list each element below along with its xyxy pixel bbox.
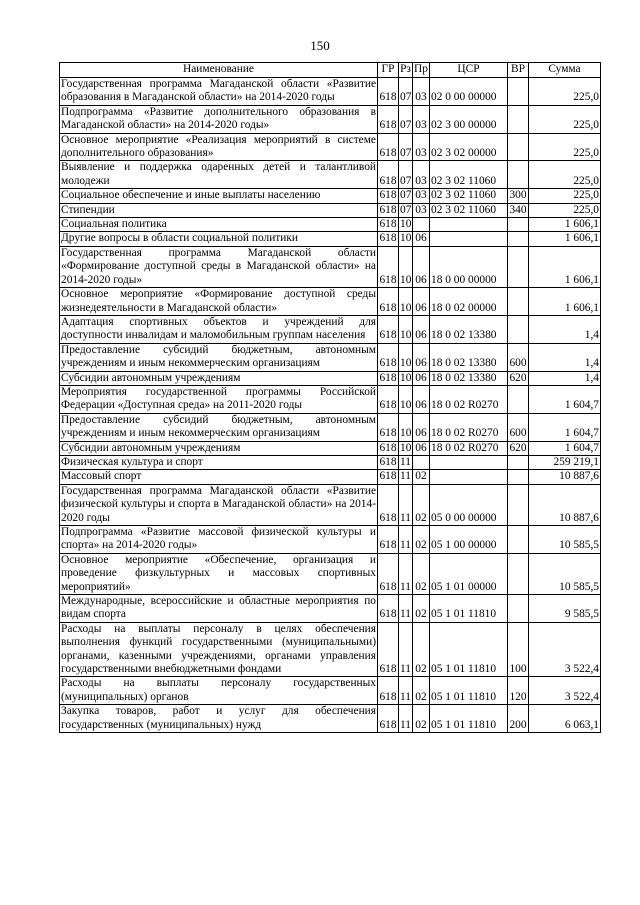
row-sum: 10 887,6 xyxy=(529,470,601,484)
row-rz: 10 xyxy=(400,218,412,231)
row-gr: 618 xyxy=(378,526,399,554)
table-row xyxy=(60,203,601,217)
row-vr: 600 xyxy=(508,413,529,441)
row-vr xyxy=(508,246,529,287)
row-gr: 618 xyxy=(378,595,399,623)
row-gr: 618 xyxy=(378,677,399,705)
row-gr: 618 xyxy=(379,232,397,245)
row-rz: 11 xyxy=(399,595,413,623)
row-pr: 02 xyxy=(413,553,430,594)
row-csr: 05 1 01 00000 xyxy=(430,553,508,594)
row-vr xyxy=(508,470,529,484)
table-row xyxy=(60,343,601,371)
row-name: Предоставление субсидий бюджетным, автономным учреждениям и иным некоммерческим организациям xyxy=(61,413,376,440)
row-csr: 02 0 00 00000 xyxy=(430,78,508,106)
row-pr: 06 xyxy=(413,343,430,371)
row-gr: 618 xyxy=(378,105,399,133)
row-sum: 9 585,5 xyxy=(529,595,601,623)
row-pr xyxy=(413,455,430,469)
table-row xyxy=(60,218,601,232)
row-gr: 618 xyxy=(378,622,399,677)
row-rz: 07 xyxy=(399,161,413,189)
row-name: Подпрограмма «Развитие дополнительного образования в Магаданской области» на 2014-2020 годы» xyxy=(61,105,376,132)
row-sum: 1 604,7 xyxy=(529,385,601,413)
row-pr: 06 xyxy=(413,441,430,455)
row-name: Подпрограмма «Развитие массовой физической культуры и спорта» на 2014-2020 годы» xyxy=(61,526,376,552)
row-sum: 10 887,6 xyxy=(529,484,601,525)
table-row xyxy=(60,470,601,484)
row-gr: 618 xyxy=(378,315,399,343)
row-csr: 05 1 00 00000 xyxy=(430,526,508,554)
row-gr: 618 xyxy=(379,455,397,468)
row-vr xyxy=(508,484,529,525)
row-csr: 18 0 02 13380 xyxy=(430,315,508,343)
row-sum: 1,4 xyxy=(529,315,601,343)
row-name: Расходы на выплаты персоналу государственных (муниципальных) органов xyxy=(61,677,376,703)
row-name: Основное мероприятие «Формирование доступной среды жизнедеятельности в Магаданской области» xyxy=(61,288,376,314)
row-rz: 11 xyxy=(399,553,413,594)
row-sum: 225,0 xyxy=(529,161,601,189)
row-rz: 10 xyxy=(400,371,412,384)
row-rz: 11 xyxy=(399,705,413,733)
row-pr: 06 xyxy=(413,385,430,413)
row-vr xyxy=(508,133,529,161)
row-name: Социальное обеспечение и иные выплаты населению xyxy=(60,189,378,203)
row-rz: 07 xyxy=(399,133,413,161)
header-gr: ГР xyxy=(378,63,399,78)
row-gr: 618 xyxy=(378,484,399,525)
row-sum: 225,0 xyxy=(529,189,601,203)
row-vr: 300 xyxy=(509,189,527,202)
row-name: Основное мероприятие «Обеспечение, организация и проведение физкультурных и массовых спортивных мероприятий» xyxy=(61,553,376,593)
row-gr: 618 xyxy=(378,705,399,733)
header-csr: ЦСР xyxy=(430,63,508,78)
row-rz: 10 xyxy=(399,385,413,413)
row-sum: 10 585,5 xyxy=(529,553,601,594)
row-pr: 06 xyxy=(413,288,430,316)
row-pr: 02 xyxy=(413,622,430,677)
row-csr: 18 0 02 R0270 xyxy=(430,413,508,441)
row-rz: 10 xyxy=(400,441,412,454)
table-body xyxy=(60,78,601,733)
row-sum: 10 585,5 xyxy=(529,526,601,554)
row-vr xyxy=(508,161,529,189)
row-name: Стипендии xyxy=(60,203,378,217)
table-row xyxy=(60,677,601,705)
row-vr: 600 xyxy=(508,343,529,371)
table-row xyxy=(60,484,601,525)
row-gr: 618 xyxy=(379,470,397,483)
row-rz: 11 xyxy=(399,677,413,705)
row-rz: 07 xyxy=(400,203,412,216)
row-sum: 1 604,7 xyxy=(529,413,601,441)
row-csr: 02 3 00 00000 xyxy=(430,105,508,133)
row-pr: 03 xyxy=(413,161,430,189)
row-name: Массовый спорт xyxy=(60,470,378,484)
table-row xyxy=(60,105,601,133)
row-rz: 07 xyxy=(400,189,412,202)
row-vr: 200 xyxy=(508,705,529,733)
row-name: Выявление и поддержка одаренных детей и талантливой молодежи xyxy=(61,161,376,187)
table-row xyxy=(60,526,601,554)
row-pr: 02 xyxy=(413,484,430,525)
row-vr: 340 xyxy=(509,203,527,216)
row-pr: 02 xyxy=(413,470,430,484)
budget-table xyxy=(59,62,601,733)
row-gr: 618 xyxy=(378,343,399,371)
row-csr xyxy=(430,470,508,484)
row-name: Государственная программа Магаданской области «Развитие образования в Магаданской области» на 2014-2020 годы xyxy=(61,78,376,104)
row-csr: 18 0 02 R0270 xyxy=(430,385,508,413)
row-csr: 05 1 01 11810 xyxy=(430,705,508,733)
row-gr: 618 xyxy=(379,441,397,454)
row-vr xyxy=(508,526,529,554)
row-vr xyxy=(508,595,529,623)
table-row xyxy=(60,553,601,594)
row-gr: 618 xyxy=(378,133,399,161)
row-rz: 10 xyxy=(399,288,413,316)
row-pr: 03 xyxy=(413,203,430,217)
row-csr: 18 0 02 13380 xyxy=(430,343,508,371)
row-rz: 10 xyxy=(399,343,413,371)
table-row xyxy=(60,705,601,733)
row-gr: 618 xyxy=(379,189,397,202)
row-name: Мероприятия государственной программы Российской Федерации «Доступная среда» на 2011-2020 годы xyxy=(61,385,376,412)
row-sum: 1 606,1 xyxy=(529,246,601,287)
table-row xyxy=(60,189,601,203)
row-name: Государственная программа Магаданской области «Развитие физической культуры и спорта в Магаданской области» на 2014-2020 годы xyxy=(61,484,376,524)
row-rz: 10 xyxy=(399,246,413,287)
row-sum: 225,0 xyxy=(529,78,601,106)
row-name: Физическая культура и спорт xyxy=(60,455,378,469)
row-sum: 3 522,4 xyxy=(529,677,601,705)
row-rz: 11 xyxy=(399,526,413,554)
row-rz: 11 xyxy=(400,455,411,468)
table-row xyxy=(60,385,601,413)
row-vr xyxy=(508,218,529,232)
row-rz: 10 xyxy=(400,232,412,245)
row-pr xyxy=(413,218,430,232)
row-gr: 618 xyxy=(379,203,397,216)
row-pr: 03 xyxy=(413,189,430,203)
row-rz: 07 xyxy=(399,78,413,106)
row-name: Субсидии автономным учреждениям xyxy=(60,371,378,385)
header-name: Наименование xyxy=(60,63,378,78)
table-row xyxy=(60,133,601,161)
row-csr: 02 3 02 11060 xyxy=(430,203,508,217)
row-rz: 11 xyxy=(399,622,413,677)
row-csr: 18 0 02 00000 xyxy=(430,288,508,316)
row-gr: 618 xyxy=(379,218,397,231)
row-vr xyxy=(508,78,529,106)
row-csr xyxy=(430,232,508,246)
table-row xyxy=(60,441,601,455)
row-csr: 18 0 02 R0270 xyxy=(430,441,508,455)
header-rz: Рз xyxy=(399,63,413,78)
row-name: Другие вопросы в области социальной политики xyxy=(60,232,378,246)
header-sum: Сумма xyxy=(529,63,601,78)
row-vr: 120 xyxy=(508,677,529,705)
row-vr xyxy=(508,455,529,469)
table-row xyxy=(60,413,601,441)
row-csr: 05 0 00 00000 xyxy=(430,484,508,525)
row-sum: 259 219,1 xyxy=(529,455,601,469)
table-row xyxy=(60,78,601,106)
row-sum: 1 604,7 xyxy=(529,441,601,455)
page-number: 150 xyxy=(310,38,330,53)
row-pr: 03 xyxy=(413,78,430,106)
header-vr: ВР xyxy=(508,63,529,78)
row-csr: 18 0 02 13380 xyxy=(430,371,508,385)
row-vr xyxy=(508,315,529,343)
row-vr: 620 xyxy=(509,371,527,384)
row-pr: 06 xyxy=(413,232,430,246)
row-vr xyxy=(508,553,529,594)
header-row xyxy=(60,63,601,78)
row-rz: 10 xyxy=(399,315,413,343)
row-sum: 3 522,4 xyxy=(529,622,601,677)
row-name: Субсидии автономным учреждениям xyxy=(60,441,378,455)
row-vr xyxy=(508,232,529,246)
row-sum: 6 063,1 xyxy=(529,705,601,733)
row-gr: 618 xyxy=(378,385,399,413)
row-gr: 618 xyxy=(378,553,399,594)
row-pr: 06 xyxy=(413,413,430,441)
row-csr: 02 3 02 11060 xyxy=(430,161,508,189)
row-sum: 1,4 xyxy=(529,371,601,385)
row-gr: 618 xyxy=(379,371,397,384)
row-name: Адаптация спортивных объектов и учреждений для доступности инвалидам и маломобильным группам населения xyxy=(61,315,376,342)
row-sum: 225,0 xyxy=(529,203,601,217)
row-name: Социальная политика xyxy=(60,218,378,232)
row-csr: 02 3 02 11060 xyxy=(430,189,508,203)
row-vr xyxy=(508,288,529,316)
row-vr xyxy=(508,385,529,413)
row-gr: 618 xyxy=(378,288,399,316)
row-pr: 02 xyxy=(413,705,430,733)
row-rz: 11 xyxy=(400,470,411,483)
header-pr: Пр xyxy=(413,63,430,78)
row-rz: 07 xyxy=(399,105,413,133)
row-sum: 225,0 xyxy=(529,105,601,133)
row-name: Государственная программа Магаданской области «Формирование доступной среды в Магаданской области» на 2014-2020 годы» xyxy=(61,246,376,286)
row-csr: 02 3 02 00000 xyxy=(430,133,508,161)
table-row xyxy=(60,595,601,623)
row-vr: 100 xyxy=(508,622,529,677)
row-csr xyxy=(430,455,508,469)
row-pr: 02 xyxy=(413,595,430,623)
row-name: Основное мероприятие «Реализация мероприятий в системе дополнительного образования» xyxy=(61,133,376,160)
row-name: Предоставление субсидий бюджетным, автономным учреждениям и иным некоммерческим организациям xyxy=(61,343,376,370)
row-name: Закупка товаров, работ и услуг для обеспечения государственных (муниципальных) нужд xyxy=(61,705,376,731)
row-pr: 03 xyxy=(413,133,430,161)
row-sum: 1 606,1 xyxy=(529,288,601,316)
row-sum: 1,4 xyxy=(529,343,601,371)
row-csr: 18 0 00 00000 xyxy=(430,246,508,287)
row-name: Расходы на выплаты персоналу в целях обеспечения выполнения функций государственными (муниципальными) органами, казенными учреждениями, органами управления государственными внебюджетными фондами xyxy=(61,622,376,676)
row-pr: 02 xyxy=(413,526,430,554)
table-row xyxy=(60,371,601,385)
row-csr xyxy=(430,218,508,232)
row-pr: 03 xyxy=(413,105,430,133)
row-gr: 618 xyxy=(378,78,399,106)
row-pr: 06 xyxy=(413,315,430,343)
table-row xyxy=(60,232,601,246)
row-name: Международные, всероссийские и областные мероприятия по видам спорта xyxy=(61,595,376,621)
row-gr: 618 xyxy=(378,161,399,189)
row-sum: 1 606,1 xyxy=(529,218,601,232)
row-pr: 06 xyxy=(413,371,430,385)
table-row xyxy=(60,455,601,469)
row-sum: 1 606,1 xyxy=(529,232,601,246)
row-rz: 10 xyxy=(399,413,413,441)
row-gr: 618 xyxy=(378,413,399,441)
table-row xyxy=(60,315,601,343)
table-row xyxy=(60,161,601,189)
row-csr: 05 1 01 11810 xyxy=(430,677,508,705)
row-vr: 620 xyxy=(509,441,527,454)
table-row xyxy=(60,246,601,287)
table-row xyxy=(60,622,601,677)
table-row xyxy=(60,288,601,316)
row-pr: 02 xyxy=(413,677,430,705)
row-csr: 05 1 01 11810 xyxy=(430,595,508,623)
row-vr xyxy=(508,105,529,133)
row-pr: 06 xyxy=(413,246,430,287)
row-csr: 05 1 01 11810 xyxy=(430,622,508,677)
row-gr: 618 xyxy=(378,246,399,287)
row-rz: 11 xyxy=(399,484,413,525)
row-sum: 225,0 xyxy=(529,133,601,161)
